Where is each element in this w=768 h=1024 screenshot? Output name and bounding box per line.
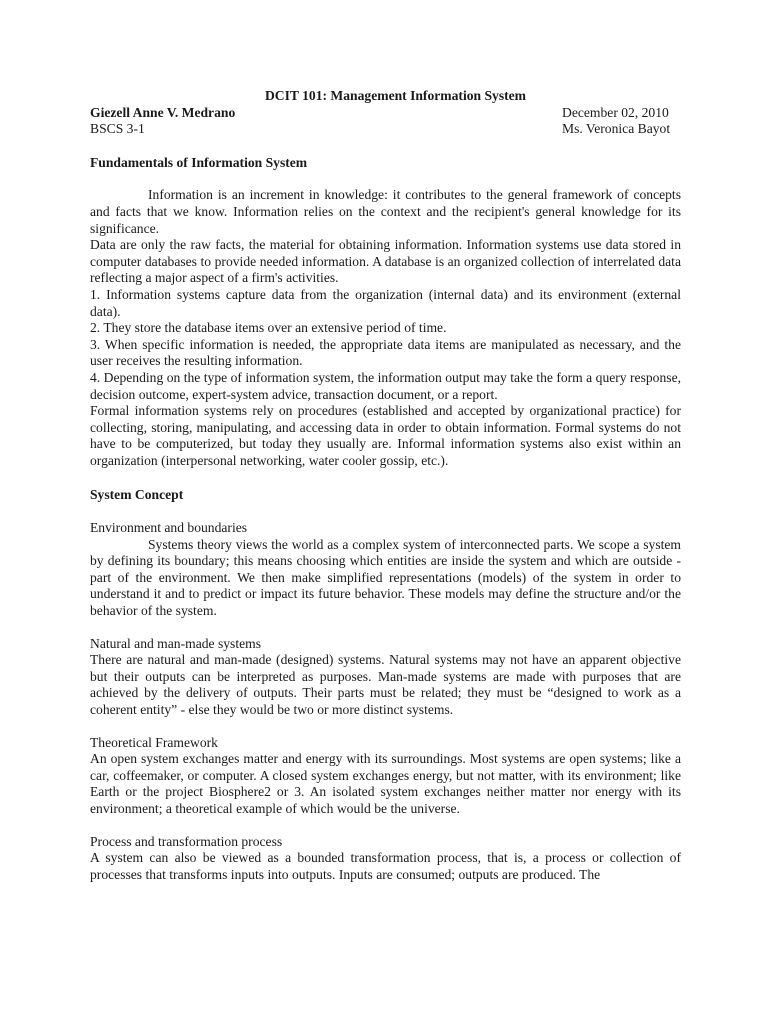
header-row-section — [90, 121, 681, 138]
subheading-environment: Environment and boundaries — [90, 520, 248, 536]
list-item-1: 1. Information systems capture data from the organization (internal data) and its environment (external data). — [90, 286, 681, 319]
subheading-natural-systems: Natural and man-made systems — [90, 635, 262, 651]
document-title: DCIT 101: Management Information System — [264, 88, 527, 103]
header-row-author — [90, 105, 681, 122]
document-page — [90, 88, 681, 883]
instructor-name: Ms. Veronica Bayot — [562, 121, 671, 137]
subheading-theoretical-framework: Theoretical Framework — [90, 734, 218, 750]
list-item-2: 2. They store the database items over an extensive period of time. — [90, 320, 447, 336]
paragraph-data: Data are only the raw facts, the material for obtaining information. Information systems use data stored in computer databases to provide needed information. A database is an organized collection of interrelated data reflecting a major aspect of a firm's activities. — [90, 237, 681, 286]
paragraph-formal-systems: Formal information systems rely on procedures (established and accepted by organizational practice) for collecting, storing, manipulating, and accessing data in order to obtain information. Formal systems do not have to be computerized, but today they usually are. Informal information systems also exist within an organization (interpersonal networking, water cooler gossip, etc.). — [90, 403, 681, 468]
paragraph-process: A system can also be viewed as a bounded transformation process, that is, a process or collection of processes that transforms inputs into outputs. Inputs are consumed; outputs are produced. The — [90, 850, 681, 882]
author-name: Giezell Anne V. Medrano — [90, 104, 236, 120]
class-section: BSCS 3-1 — [90, 121, 145, 137]
fundamentals-body — [90, 187, 681, 469]
paragraph-information: Information is an increment in knowledge: it contributes to the general framework of concepts and facts that we know. Information relies on the context and the recipient's general knowledge for its significance. — [90, 187, 681, 236]
list-item-4: 4. Depending on the type of information system, the information output may take the form a query response, decision outcome, expert-system advice, transaction document, or a report. — [90, 369, 681, 402]
document-date: December 02, 2010 — [562, 104, 669, 120]
subheading-process: Process and transformation process — [90, 833, 283, 849]
section-heading-system-concept: System Concept — [90, 487, 184, 503]
paragraph-theoretical-framework: An open system exchanges matter and energy with its surroundings. Most systems are open systems; like a car, coffeemaker, or computer. A closed system exchanges energy, but not matter, with its environment; like Earth or the project Biosphere2 or 3. An isolated system exchanges neither matter nor energy with its environment; a theoretical example of which would be the universe. — [90, 751, 681, 816]
paragraph-natural-systems: There are natural and man-made (designed) systems. Natural systems may not have an apparent objective but their outputs can be interpreted as purposes. Man-made systems are made with purposes that are achieved by the delivery of outputs. Their parts must be related; they must be “designed to work as a coherent entity” - else they would be two or more distinct systems. — [90, 652, 681, 717]
paragraph-environment: Systems theory views the world as a complex system of interconnected parts. We scope a system by defining its boundary; this means choosing which entities are inside the system and which are outside - part of the environment. We then make simplified representations (models) of the system in order to understand it and to predict or impact its future behavior. These models may define the structure and/or the behavior of the system. — [90, 536, 681, 619]
section-heading-fundamentals: Fundamentals of Information System — [90, 154, 308, 170]
list-item-3: 3. When specific information is needed, the appropriate data items are manipulated as necessary, and the user receives the resulting information. — [90, 336, 681, 369]
